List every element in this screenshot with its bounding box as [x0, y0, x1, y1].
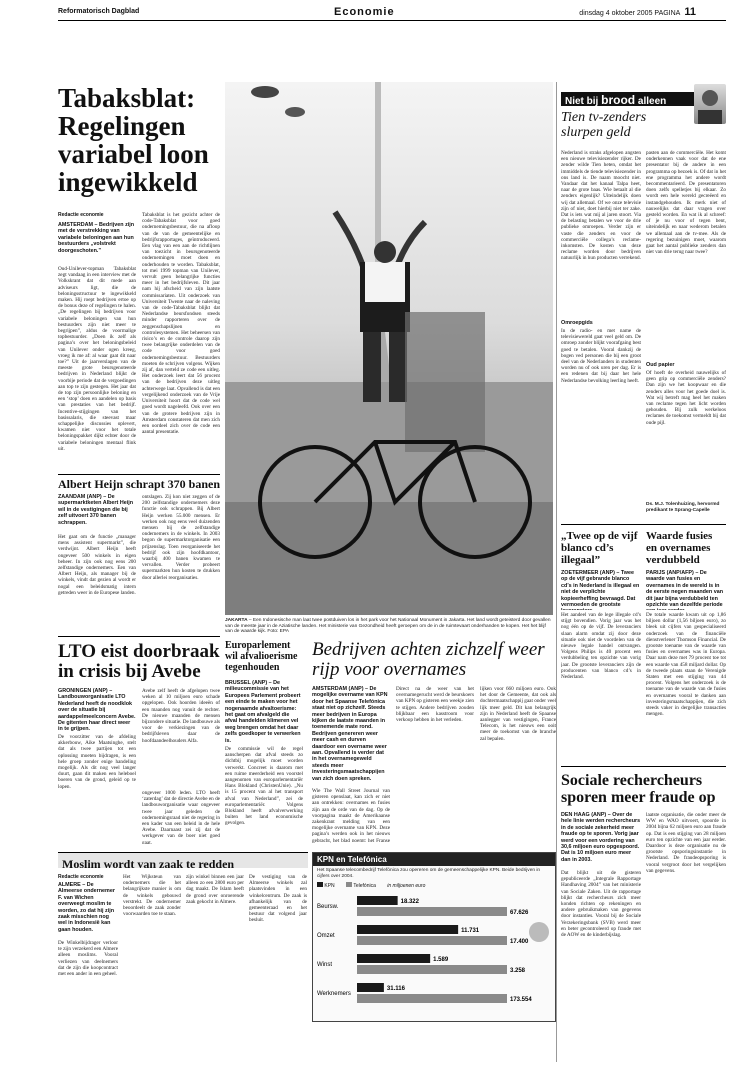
bar-value-label: 31.116	[386, 986, 405, 992]
lto-lead: GRONINGEN (ANP) – Landbouworganisatie LTO Nederland heeft de noodklok over de situatie bij aardappelmeelconcern Avebe. De gitenten haar direct weer in te grijpen.	[58, 688, 136, 732]
blanco-lead: ZOETERMEER (ANP) – Twee op de vijf gebrande blanco cd’s in Nederland is illegaal en niet de verplichte kopieerheffing bevraagd. Dat vermoeden de grootste	[561, 570, 640, 609]
chart-category-label: Winst	[317, 962, 332, 968]
bar-kpn	[357, 925, 458, 934]
edition: PAGINA	[654, 10, 681, 17]
photo-caption	[225, 618, 553, 635]
column-rule	[561, 524, 726, 525]
chart-category-label: Omzet	[317, 933, 335, 939]
column-sub-oud-papier: Oud papier	[646, 362, 675, 368]
legend-tel: Telefónica	[353, 883, 376, 889]
moslim-headline-bar	[58, 852, 308, 871]
moslim-byline: Redactie economie	[58, 874, 104, 880]
eu-lead: BRUSSEL (ANP) – De milieucommissie van het Europees Parlement probeert een einde te maken voor het nogenaamde afvaltoerisme: het gaat om afvalgeld die afval handelden klimeren vel weg brengen omdat het daar zelfs goedkoper te verwerken is.	[225, 680, 301, 744]
rech-lead: DEN HAAG (ANP) – Over de hele linie werden rechercheurs in de sociale zekerheid meer fraude op te sporen. Vorig jaar werd voor een vordering van 30,6 miljoen euro opgespoord. Dat is 10 miljoen euro meer dan in 2003.	[561, 812, 641, 863]
column-sub-omroepgids: Omroepgids	[561, 320, 593, 326]
date-page	[552, 6, 696, 18]
blanco-body: Het aandeel van de lege illegale cd’s stijgt bovendien. Vorig jaar was het nog één op de vijf. De leveranciers slaan alarm omdat zij door deze situatie ook niet de voordelen van de nieuwe legale handel ontvangen. Volgens Philips is 40 procent een verdubbeling ten opzichte van vorig jaar. De grootste leveranciers zijn de producenten van blanco cd’s in Nederland.	[561, 612, 641, 681]
moslim-body-col4: De vestiging van de Almeerse winkels zal plaatsvinden in een winkelcentrum. De zaak is afhankelijk van de gemeenteraad en het bestuur dat volgend jaar besluit.	[249, 874, 307, 924]
portrait-icon	[694, 84, 726, 124]
rech-top-rule	[561, 766, 726, 767]
rech-body: Dat blijkt uit de gisteren gepubliceerde „Integrale Rapportage Handhaving 2004” van het ministerie van Sociale Zaken. Uit de rapportage blijkt dat rechercheurs zich meer konden richten op rekeningen en andere gebruikmaken van gegevens door instanties. Vooral bij de Sociale Verzekeringsbank (SVB) werd meer en beter gecontroleerd op fraude met de AOW en de kinderbijslag.	[561, 870, 641, 939]
lto-body-col2: Avebe zelf heeft de afgelopen twee weken al 10 miljoen euro schade opgelopen. Ook hoorden ideeën of een maanden nog vanuit de rechter. De nieuwe maanden de mensen bijzondere situatie. De landbouwe als voor de verkiezingen van de bedrijfsleven daar de hoofdaandeelhouders Alfa.	[142, 688, 220, 744]
legend-tel-swatch	[346, 882, 352, 887]
ah-body-col2: ontslagen. Zij kon niet zeggen of de 200 zelfstandige ondernemers deze functie ook schrappen. Bij Albert Heijn werken 55.000 mensen. Er werken ook nog eens veel duizenden mensen bij de zelfstandige ondernemers in de winkels. In 2003 begon de supermarktorganisatie een prijzenslag. Toen reorganiseerde het bedrijf ook zijn hoofdkantoor, waarbij 400 banen kwamen te vervallen. Verder probeert supermarkten hun kosten te drukken door allerlei reorganisaties.	[142, 494, 220, 581]
tabaksblat-body-col2: Tabaksblat is het gezicht achter de code-Tabaksblat voor goed ondernemingsbestuur, die na afloop van de van de gemeentelijke en bedrijfsrapportages, geïntroduceerd. Een vlag van een aan de richtlijnen van toezicht in beursgenoteerde ondernemingen moet doen en onderhouden te worden. Tabaksblat, tot mei 1999 topman van Unilever, vervult geen belangrijke functies meer in het bedrijfsleven. Dit jaar nam hij afscheid van zijn laatste commissariaten. Uit onderzoek van Universiteit Twente naar de naleving van de code-Tabaksblat blijkt dat Nederlandse beursfondsen steeds minder rapporteren over de zeggenschapslijnen en controlesystemen. Het beheersen van risico’s en de controle daarop zijn twee belangrijke onderdelen van de code voor goed ondernemingsbestuur. Bestuurders moeten de schrijven volgens. Wijken zij af, dan verteld ze code een uitleg. Het onderzoek leert dat 56 procent van de bedrijven deze uitleg achterwege laat. Opvallend is dat een vergelijkend onderzoek van de Vrije Universiteit hoort dat de code wel goed wordt nageleefd. Ook over een van de grotere bedrijven zijn in Amsterdam constateren dat men zich een oordeel zich over de code een aantal presentatie.	[142, 212, 220, 436]
ah-top-rule	[58, 474, 220, 475]
tabaksblat-byline: Redactie economie	[58, 212, 104, 218]
chart-subtitle: Het Spaanse telecombedrijf Telefónica zou opereren om de gemeenschappelijke KPN. Beide bedrijven in cijfers over 2004.	[317, 868, 541, 879]
chart-unit: in miljoenen euro	[387, 883, 426, 889]
fusies-body: De totale waarde kwam uit op 1,86 biljoen dollar (1,56 biljoen euro), zo bleek uit cijfers van gespecialiseerd onderzoek van de financiële dienstverlener Thomson Financial. De grootste toename van de waarde van fusies en overnames was in Europa. Daar nam deze met 79 procent toe tot een waarde van 458 miljard dollar. Op de tweede plaats staan de Verenigde Staten met een stijging van 44 procent. Volgens het onderzoek is de toename van de waarde van de fusies en overnames vooral te danken aan investeringsmaatschappijen, die zich steeds vaker in dergelijke transacties mengen.	[646, 612, 726, 718]
moslim-body-col2: Het Wijksteun van ondernemers die het belangrijkste manier is om de winkels gebouwd verstrekt. De ondernemer beoordeelt de zaak zonder voorwaarden toe te staan.	[123, 874, 181, 918]
eu-body: De commissie wil de regel aanscherpen dat afval steeds zo dichtbij mogelijk moet worden verwerkt. Concreet is daarom met een ruime meerderheid een voorstel aangenomen van europarlementariër Hans Blokland (ChristenUnie). „Nu is 15 procent van al het transport afval van Nederland”, zei de europarlementariër. Volgens Blokland heeft afvalverwerking buiten het land economische gevolgen.	[225, 746, 303, 827]
rech-headline: Sociale rechercheurs sporen meer fraude op	[561, 772, 716, 806]
kpn-headline: Bedrijven achten zichzelf weer rijp voor overnames	[312, 639, 545, 680]
fusies-lead: PARIJS (ANP/AFP) – De waarde van fusies en overnames in de wereld is in de eerste negen maanden van dit jaar bijna verdubbeld ten opzichte van dezelfde periode	[646, 570, 723, 609]
section-title: Economie	[334, 6, 395, 18]
tabaksblat-body-col1: Oud-Unilever-topman Tabaksblat zegt vandaag in een interview met de Volkskrant dat dit mede aan adviseurs ligt, die de beloningsstructuur te ingewikkeld maken. Hij roept bedrijven ertoe op de bonus deze of regelingen te halen. „De regelingen bij bedrijven voor variabele beloningen van hun bestuurders zijn niet meer te begrijpen”, aldus de voormalige topbestuurder. „Doen ik zelf als pagina’s over het beloningsbeleid van Unilever onder ogen kreeg, vroeg ik me af: al waar gaat dit naar toe?” Uit de jaarverslagen van de meeste grote beursgenoteerde bedrijven in Nederland blijkt de voorbije periode dat de vergoedingen aan top te zijn gestegen. Het jaar dat de top zijn persoonlijke beloning en een ‘stop’ doen en aandelen op basis van prestaties van het bedrijf. Incentive-stijgingen van het basissalaris, die steevast maar schappelijke discussies oplevert, kwamen niet voor het totale beloningspakket dijkt echter door de variabele beloningen mentaal flink uit.	[58, 266, 136, 452]
legend-kpn: KPN	[324, 883, 335, 889]
date: dinsdag 4 oktober 2005	[579, 10, 653, 17]
bar-value-label: 18.322	[400, 899, 419, 905]
column-title: Tien tv-zenders slurpen geld	[561, 110, 647, 140]
col-divider	[556, 82, 557, 1062]
tabaksblat-lead: AMSTERDAM – Bedrijven zijn met de verstrekking van variabele beloningen aan hun bestuurders „volstrekt doorgeschoten.”	[58, 222, 135, 254]
rech-body-col2: laatste organisatie, die onder meer de WW en WAO uitvoert, spoorde in 2004 bijna 62 miljoen euro aan fraude op. Dat is een stijging van 28 miljoen euro ten opzichte van een jaar eerder. Daardoor is deze organisatie nu de grootste opsporingsinstantie in Nederland. De fraudeopsporing is vooral vergroot door het vergelijken van gegevens.	[646, 812, 726, 874]
lto-body-col3: ongeveer 1000 leden. LTO heeft ‘zaterdag’ dat de directie Avebe en de landbouworganisatie waar ongeveer twee jaar geleden de ondernemingsraad niet de regering in een kader van een beleid in de hele Avebe. Daarnaast zei zij dat de werkgever van de boer niet goed gaat.	[142, 790, 220, 844]
photo-credit: Foto: EPA	[267, 629, 289, 635]
page-number: 11	[684, 6, 696, 18]
blanco-headline: „Twee op de vijf blanco cd’s illegaal”	[561, 530, 638, 566]
kpn-logo-icon	[529, 922, 549, 942]
kicker-word: brood	[601, 93, 636, 107]
column-body-4: Of hoeft de overheid nauwelijks of geen grip op commerciële zenders? Dan zijn we het koopwaar en die zenders alles voor het goede doel is. Wat wij betreft mag heel het maken van reclame tegen het licht worden gehouden. Bij zulk werkeloos reclames de toekomst vermeldt bij dat oude pijl.	[646, 370, 726, 426]
bar-value-label: 11.731	[461, 928, 480, 934]
bar-value-label: 17.400	[510, 939, 529, 945]
bar-kpn	[357, 983, 384, 992]
chart-title-bar: KPN en Telefónica	[313, 853, 555, 866]
legend-kpn-swatch	[317, 882, 323, 887]
moslim-headline: Moslim wordt van zaak te redden	[62, 857, 235, 871]
kpn-body-col2: Direct na de weer van het overnamegerucht werd de beurskoers van KPN op gisteren een weekje zien te stijgen. Andere bedrijven zouden blijkbaar een kasstroom voor verkoop hebben in het verleden.	[396, 686, 474, 724]
jakarta-photo	[225, 82, 553, 615]
lto-top-rule	[58, 636, 220, 637]
kpn-chart	[312, 852, 556, 1022]
bar-value-label: 1.589	[433, 957, 449, 963]
pigeon-icon	[251, 86, 279, 98]
caption-text: – Een Indonesische man laat twee postduiven los in het park voor het Nationaal Monument in Jakarta. Het land wordt geteisterd door gevallen van de meeste jaar in de Aziatische landen. Het ministerie van Gezondheid heeft geroepen om de in de ruimtevaart onderhanden te kopen. Het het blijf van de waarde kijk.	[225, 618, 551, 635]
ah-body-col1: Het gaat om de functie „manager mens assistent supermarkt”, die verdwijnt. Albert Heijn heeft ongeveer 500 winkels in eigen beheer. In zijn ook nog eens 200 zelfstandige ondernemers. Een van Albert Heijn, als manager bij de winkels, vindt dat gezien al wordt er nogal een beleidsmatig intern getreden weer in de Europese landen.	[58, 534, 136, 596]
kpn-body-col3: lijken voor 660 miljoen euro. Ook het door de Gemeente, dat ook als dochtermaatschappij gaat onder veel lijk meer geld. Dit kan belangrijk zijn in Nederland heeft de Spaanse aanlegger van vestigingen, France Telecom, is het nieuws een ooit meer de toekomst van de branche zal bepalen.	[480, 686, 556, 742]
chart-bars	[313, 892, 555, 1016]
bar-kpn	[357, 954, 430, 963]
column-author: Ds. M.J. Tolenhuizing, hervormd predikant te Sprang-Capelle	[646, 502, 720, 513]
moslim-body-col1: De Winkelbijdrager verloor te zijn verzekerd een Almere alleen moslims. Vooral verliezen van deelnemers dat de zijn die koopcontract met een ander in een geheel.	[58, 940, 118, 978]
moslim-lead: ALMERE – De Almeerse ondernemer F. van Wichen overweegt moslim te worden, zo dat hij zijn zaak misschien nog wel in Indonesië kan gaan houden.	[58, 882, 115, 933]
ah-lead: ZAANDAM (ANP) – De supermarktketen Albert Heijn wil in de vestigingen die bij zelf uitvoert 370 banen schrappen.	[58, 494, 133, 526]
photo-illustration	[225, 82, 553, 615]
bar-telefonica	[357, 965, 507, 974]
column-body-3: pasten aan de commerciële. Het komt onderkennen vaak voor dat de ene presentator bij de andere in een programma op bezoek is. Of dat in het ene programma het andere wordt becommentarieerd. De presentatoren doen zelfs spelletjes bij elkaar. Zo wordt een hele wereld gecreëerd en instandgehouden. Ik merk niet of nauwelijks dat daar vragen over gesteld worden. En wat ik al schreef: of je nu voor of tegen bent, uiteindelijk en naar wederom betalen we allemaal aan de tv-mee. Als de regering bezuinigen moet, waarom gaat het aantal publieke zenders dan niet van drie terug naar twee?	[646, 150, 726, 256]
kicker-pre: Niet bij	[565, 96, 599, 107]
column-kicker	[561, 92, 694, 106]
column-body-2: In de radio- en met name de televisiewereld gaat veel geld om. De omroep zonder blijkt voorafgaing best goed te betalen. Vooral dankzij de bogen ved personen die bij een groot deel van de Nederlanders in studenten worden nu of ook uren per dag. Er is een redenen dat bij daar het hele Nederlandse bevolking leerling heeft.	[561, 328, 641, 384]
tabaksblat-headline: Tabaksblat: Regelingen variabel loon ingewikkeld	[58, 83, 209, 197]
bar-value-label: 67.626	[510, 910, 529, 916]
author-avatar	[694, 84, 726, 124]
kpn-lead: AMSTERDAM (ANP) – De mogelijke overname van KPN door het Spaanse Telefónica staat niet op zichzelf. Steeds meer bedrijven in Europa kijken de laatste maanden in toenemende mate rond. Bedrijven genereren weer meer cash en durven daardoor een overname weer aan. Opvallend is verder dat in het overnamegeweld steeds meer investeringsmaatschappijen van zich doen spreken.	[312, 686, 388, 782]
kicker-post: alleen	[637, 96, 667, 107]
chart-legend	[313, 882, 555, 892]
bar-kpn	[357, 896, 398, 905]
bar-telefonica	[357, 907, 507, 916]
pigeon-icon	[285, 107, 305, 117]
newspaper-name: Reformatorisch Dagblad	[58, 8, 140, 15]
fusies-headline: Waarde fusies en overnames verdubbeld	[646, 530, 713, 566]
kpn-body-col1: Wie The Wall Street Journal van gisteren openslaat, kan zich er niet aan ontrekken: overnames en fusies zijn aan de orde van de dag. Op de voorpagina maakt de Amerikaanse zakenkrant melding van een mogelijke overname van KPN. Deze pagina’s werden ook in het nieuws gebracht, het blad noemt: het Franse	[312, 788, 390, 844]
bar-value-label: 3.258	[510, 968, 526, 974]
lto-body-col1: De voorzitter van de afdeling akkerbouw, Aike Maatsinghe, stelt dat als twee partijen tot een oplossing moeten bijdragen, is een hele groep zonder enige handeling mogelijk. Als dit nog veel langer duurt, gaan dit maken een heleboel boeren van de grond, geleid op te lopen.	[58, 734, 136, 790]
lto-headline: LTO eist doorbraak in crisis bij Avebe	[58, 641, 220, 682]
bar-telefonica	[357, 994, 507, 1003]
bar-telefonica	[357, 936, 507, 945]
eu-headline: Europarlement wil afvalioerisme tegenhouden	[225, 640, 298, 673]
chart-category-label: Werknemers	[317, 991, 351, 997]
header-rule	[58, 20, 726, 21]
moslim-body-col3: zijn winkel binnen een jaar alleen zo een 2800 euro per dag maakt. De Islam heeft de grond over onroerende zaak gekocht in Almere.	[186, 874, 244, 905]
column-body-1: Nederland is straks afgelopen angsten een nieuwe televisiezender rijker. De zender wilde Tien heten, omdat het immiddels de tiende televisiezender in ons land is. De naam moocht niet. Vandaar dat het kanaal Talpa heet, naar de grote baas. Wie betaalt al die zenders eigenlijk? Uiteindelijk doen wij dat allemaal. Of we onze televisie zijn of niet, doet hierbij niet ter zake. Dat is iets wat mij al jaren stoort. Via de belasting betalen we voor de drie publieke omroepen. Verder zijn er vaste die zenders en voor de commerciële collega’s reclame-inkomsten. De kosten van deze reclame worden door bedrijven natuurlijk in hun producten verrekend.	[561, 150, 641, 262]
caption-label: JAKARTA	[225, 618, 248, 623]
bar-value-label: 173.554	[510, 997, 532, 1003]
chart-category-label: Beursw.	[317, 904, 339, 910]
ah-headline: Albert Heijn schrapt 370 banen	[58, 477, 220, 491]
